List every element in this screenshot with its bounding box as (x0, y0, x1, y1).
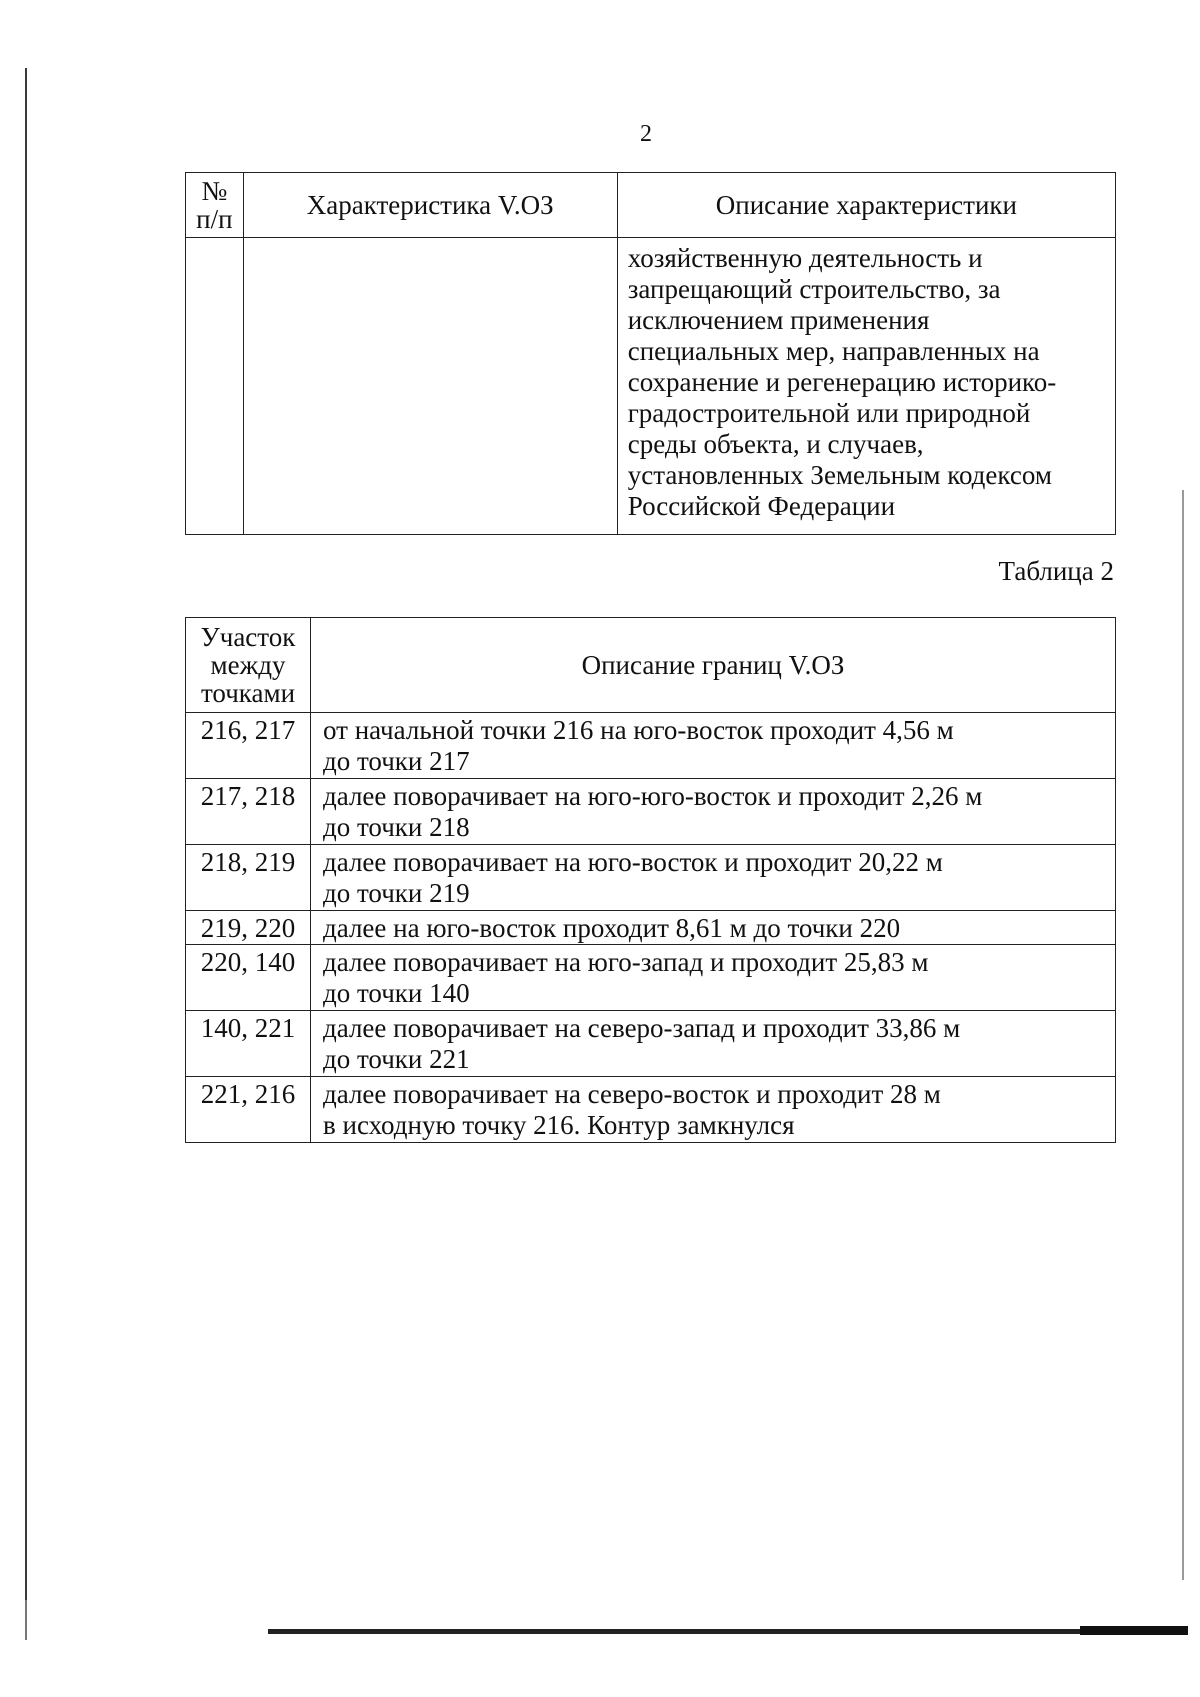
description-line: исключением применения (627, 305, 930, 335)
segment-cell: 221, 216 (186, 1077, 311, 1143)
segment-cell: 220, 140 (186, 945, 311, 1011)
page-number: 2 (640, 121, 652, 147)
description-line: запрещающий строительство, за (627, 274, 1001, 304)
table2-header-row (186, 618, 1116, 713)
boundary-description-cell (311, 779, 1116, 845)
characteristics-table (185, 172, 1116, 535)
scan-edge-bottom-dark (1080, 1626, 1188, 1635)
table2-caption: Таблица 2 (998, 556, 1114, 586)
row-number-cell (186, 238, 244, 535)
table-row (186, 845, 1116, 911)
boundary-description-cell (311, 1077, 1116, 1143)
boundary-line: до точки 219 (323, 878, 470, 908)
table1-row (186, 238, 1116, 535)
boundary-line: далее на юго-восток проходит 8,61 м до точки 220 (323, 913, 901, 943)
description-line: установленных Земельным кодексом (627, 460, 1052, 490)
header-number-line1: № (201, 176, 228, 206)
segment-cell: 218, 219 (186, 845, 311, 911)
table-row (186, 779, 1116, 845)
description-line: среды объекта, и случаев, (627, 429, 924, 459)
description-line: Российской Федерации (627, 491, 896, 521)
table-row (186, 945, 1116, 1011)
boundary-line: далее поворачивает на северо-запад и проходит 33,86 м (323, 1013, 961, 1043)
description-line: специальных мер, направленных на (627, 336, 1040, 366)
header-characteristic: Характеристика V.ОЗ (243, 173, 617, 238)
scan-edge-left-lower (25, 1600, 27, 1640)
description-line: хозяйственную деятельность и (627, 243, 983, 273)
segment-cell: 217, 218 (186, 779, 311, 845)
boundary-description-cell (311, 911, 1116, 945)
table1-header-row (186, 173, 1116, 238)
boundary-line: до точки 221 (323, 1044, 470, 1074)
segment-cell: 219, 220 (186, 911, 311, 945)
boundary-line: до точки 217 (323, 746, 470, 776)
header-segment-line2: между (210, 650, 286, 680)
header-segment (186, 618, 311, 713)
boundary-line: от начальной точки 216 на юго-восток проходит 4,56 м (323, 715, 954, 745)
boundary-description-cell (311, 945, 1116, 1011)
boundary-description-cell (311, 1011, 1116, 1077)
scan-edge-left (25, 68, 27, 1628)
boundary-line: далее поворачивает на северо-восток и проходит 28 м (323, 1079, 941, 1109)
boundary-line: далее поворачивает на юго-восток и проходит 20,22 м (323, 847, 943, 877)
table-row (186, 713, 1116, 779)
table-row (186, 911, 1116, 945)
table-row (186, 1011, 1116, 1077)
header-segment-line1: Участок (200, 622, 296, 652)
row-characteristic-cell (243, 238, 617, 535)
header-boundary-description: Описание границ V.ОЗ (311, 618, 1116, 713)
description-line: сохранение и регенерацию историко- (627, 367, 1057, 397)
header-segment-line3: точками (200, 678, 296, 708)
segment-cell: 216, 217 (186, 713, 311, 779)
boundary-line: в исходную точку 216. Контур замкнулся (323, 1110, 795, 1140)
header-number (186, 173, 244, 238)
boundary-description-cell (311, 845, 1116, 911)
boundary-description-cell (311, 713, 1116, 779)
row-description-cell (617, 238, 1115, 535)
scan-edge-bottom (268, 1629, 1188, 1634)
header-description: Описание характеристики (617, 173, 1115, 238)
segment-cell: 140, 221 (186, 1011, 311, 1077)
boundary-line: далее поворачивает на юго-юго-восток и проходит 2,26 м (323, 781, 983, 811)
boundary-table (185, 617, 1116, 1143)
boundary-line: до точки 218 (323, 812, 470, 842)
boundary-line: далее поворачивает на юго-запад и проходит 25,83 м (323, 947, 929, 977)
description-line: градостроительной или природной (627, 398, 1031, 428)
header-number-line2: п/п (196, 204, 233, 234)
boundary-line: до точки 140 (323, 978, 470, 1008)
scan-edge-right (1182, 490, 1184, 1580)
table-row (186, 1077, 1116, 1143)
